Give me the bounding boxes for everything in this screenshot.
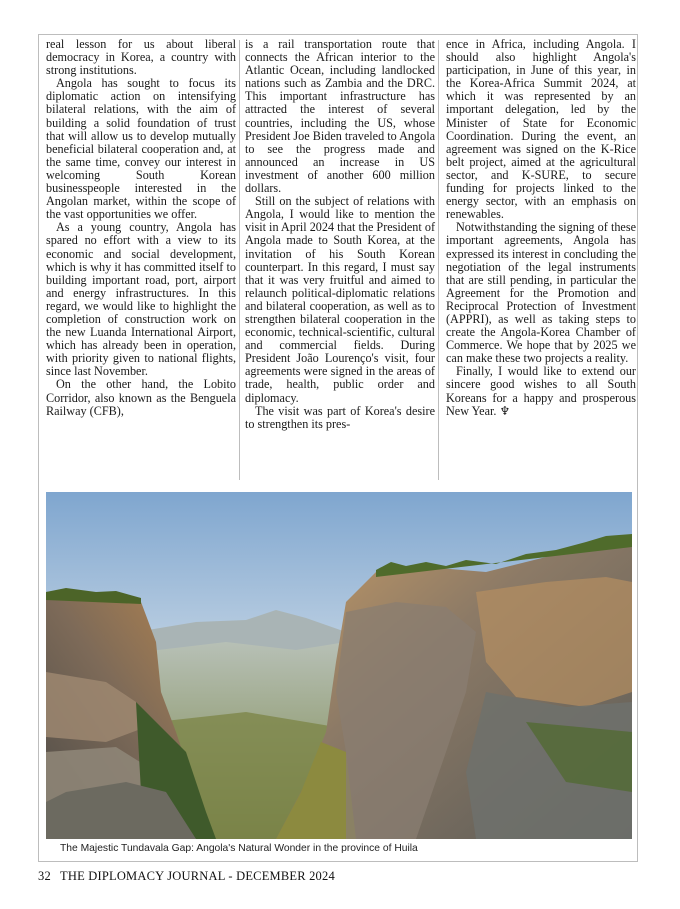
column-divider	[438, 40, 439, 480]
paragraph	[446, 365, 636, 417]
paragraph: Angola has sought to focus its diplomatic action on intensifying bilateral relations, with the aim of building a solid foundation of trust that will allow us to develop mutually beneficial bilateral cooperation and, at the same time, convey our interest in welcoming South Korean businesspeople interested in the Angolan market, within the scope of the vast opportunities we offer.	[46, 76, 236, 222]
text-column-1	[46, 38, 236, 418]
end-mark-icon: ♆	[499, 403, 511, 418]
publication-name: THE DIPLOMACY JOURNAL - DECEMBER 2024	[60, 869, 335, 883]
page-footer	[38, 869, 341, 884]
paragraph: The visit was part of Korea's desire to strengthen its pres-	[245, 403, 435, 431]
landscape-photo	[46, 492, 632, 839]
column-divider	[239, 40, 240, 480]
photo-caption: The Majestic Tundavala Gap: Angola's Natural Wonder in the province of Huila	[60, 843, 418, 854]
paragraph: ence in Africa, including Angola. I should also highlight Angola's participation, in June of this year, in the Korea-Africa Summit 2024, at which it was represented by an important delegation, led by the Minister of State for Economic Coordination. During the event, an agreement was signed on the K-Rice belt project, aimed at the agricultural sector, and K-SURE, to secure funding for projects linked to the energy sector, with an emphasis on renewables.	[446, 37, 636, 222]
paragraph: is a rail transportation route that connects the African interior to the Atlantic Ocean, including landlocked nations such as Zambia and the DRC. This important infrastructure has attracted the interest of several countries, including the US, whose President Joe Biden traveled to Angola to see the progress made and announced an increase in US investment of another 600 million dollars.	[245, 37, 435, 196]
paragraph: As a young country, Angola has spared no effort with a view to its economic and social development, which is why it has committed itself to building important road, port, airport and energy infrastructures. In this regard, we would like to highlight the completion of construction work on the new Luanda International Airport, which has already been in operation, with priority given to national flights, since last November.	[46, 220, 236, 379]
paragraph: Notwithstanding the signing of these important agreements, Angola has expressed its interest in concluding the negotiation of the legal instruments that are still pending, in particular the Agreement for the Promotion and Reciprocal Protection of Investment (APPRI), as well as taking steps to create the Angola-Korea Chamber of Commerce. We hope that by 2025 we can make these two projects a reality.	[446, 220, 636, 366]
page-number: 32	[38, 869, 51, 883]
paragraph: real lesson for us about liberal democracy in Korea, a country with strong institutions.	[46, 37, 236, 78]
paragraph: On the other hand, the Lobito Corridor, also known as the Benguela Railway (CFB),	[46, 377, 236, 418]
paragraph-text: Finally, I would like to extend our sincere good wishes to all South Koreans for a happy and prosperous New Year.	[446, 364, 636, 418]
paragraph: Still on the subject of relations with Angola, I would like to mention the visit in April 2024 that the President of Angola made to South Korea, at the invitation of his South Korean counterpart. In this regard, I must say that it was very fruitful and aimed to relaunch political-diplomatic relations and bilateral cooperation, as well as to strengthen bilateral cooperation in the economic, technical-scientific, cultural and commercial fields. During President João Lourenço's visit, four agreements were signed in the areas of trade, health, public order and diplomacy.	[245, 194, 435, 405]
text-column-3	[446, 38, 636, 418]
text-column-2	[245, 38, 435, 431]
